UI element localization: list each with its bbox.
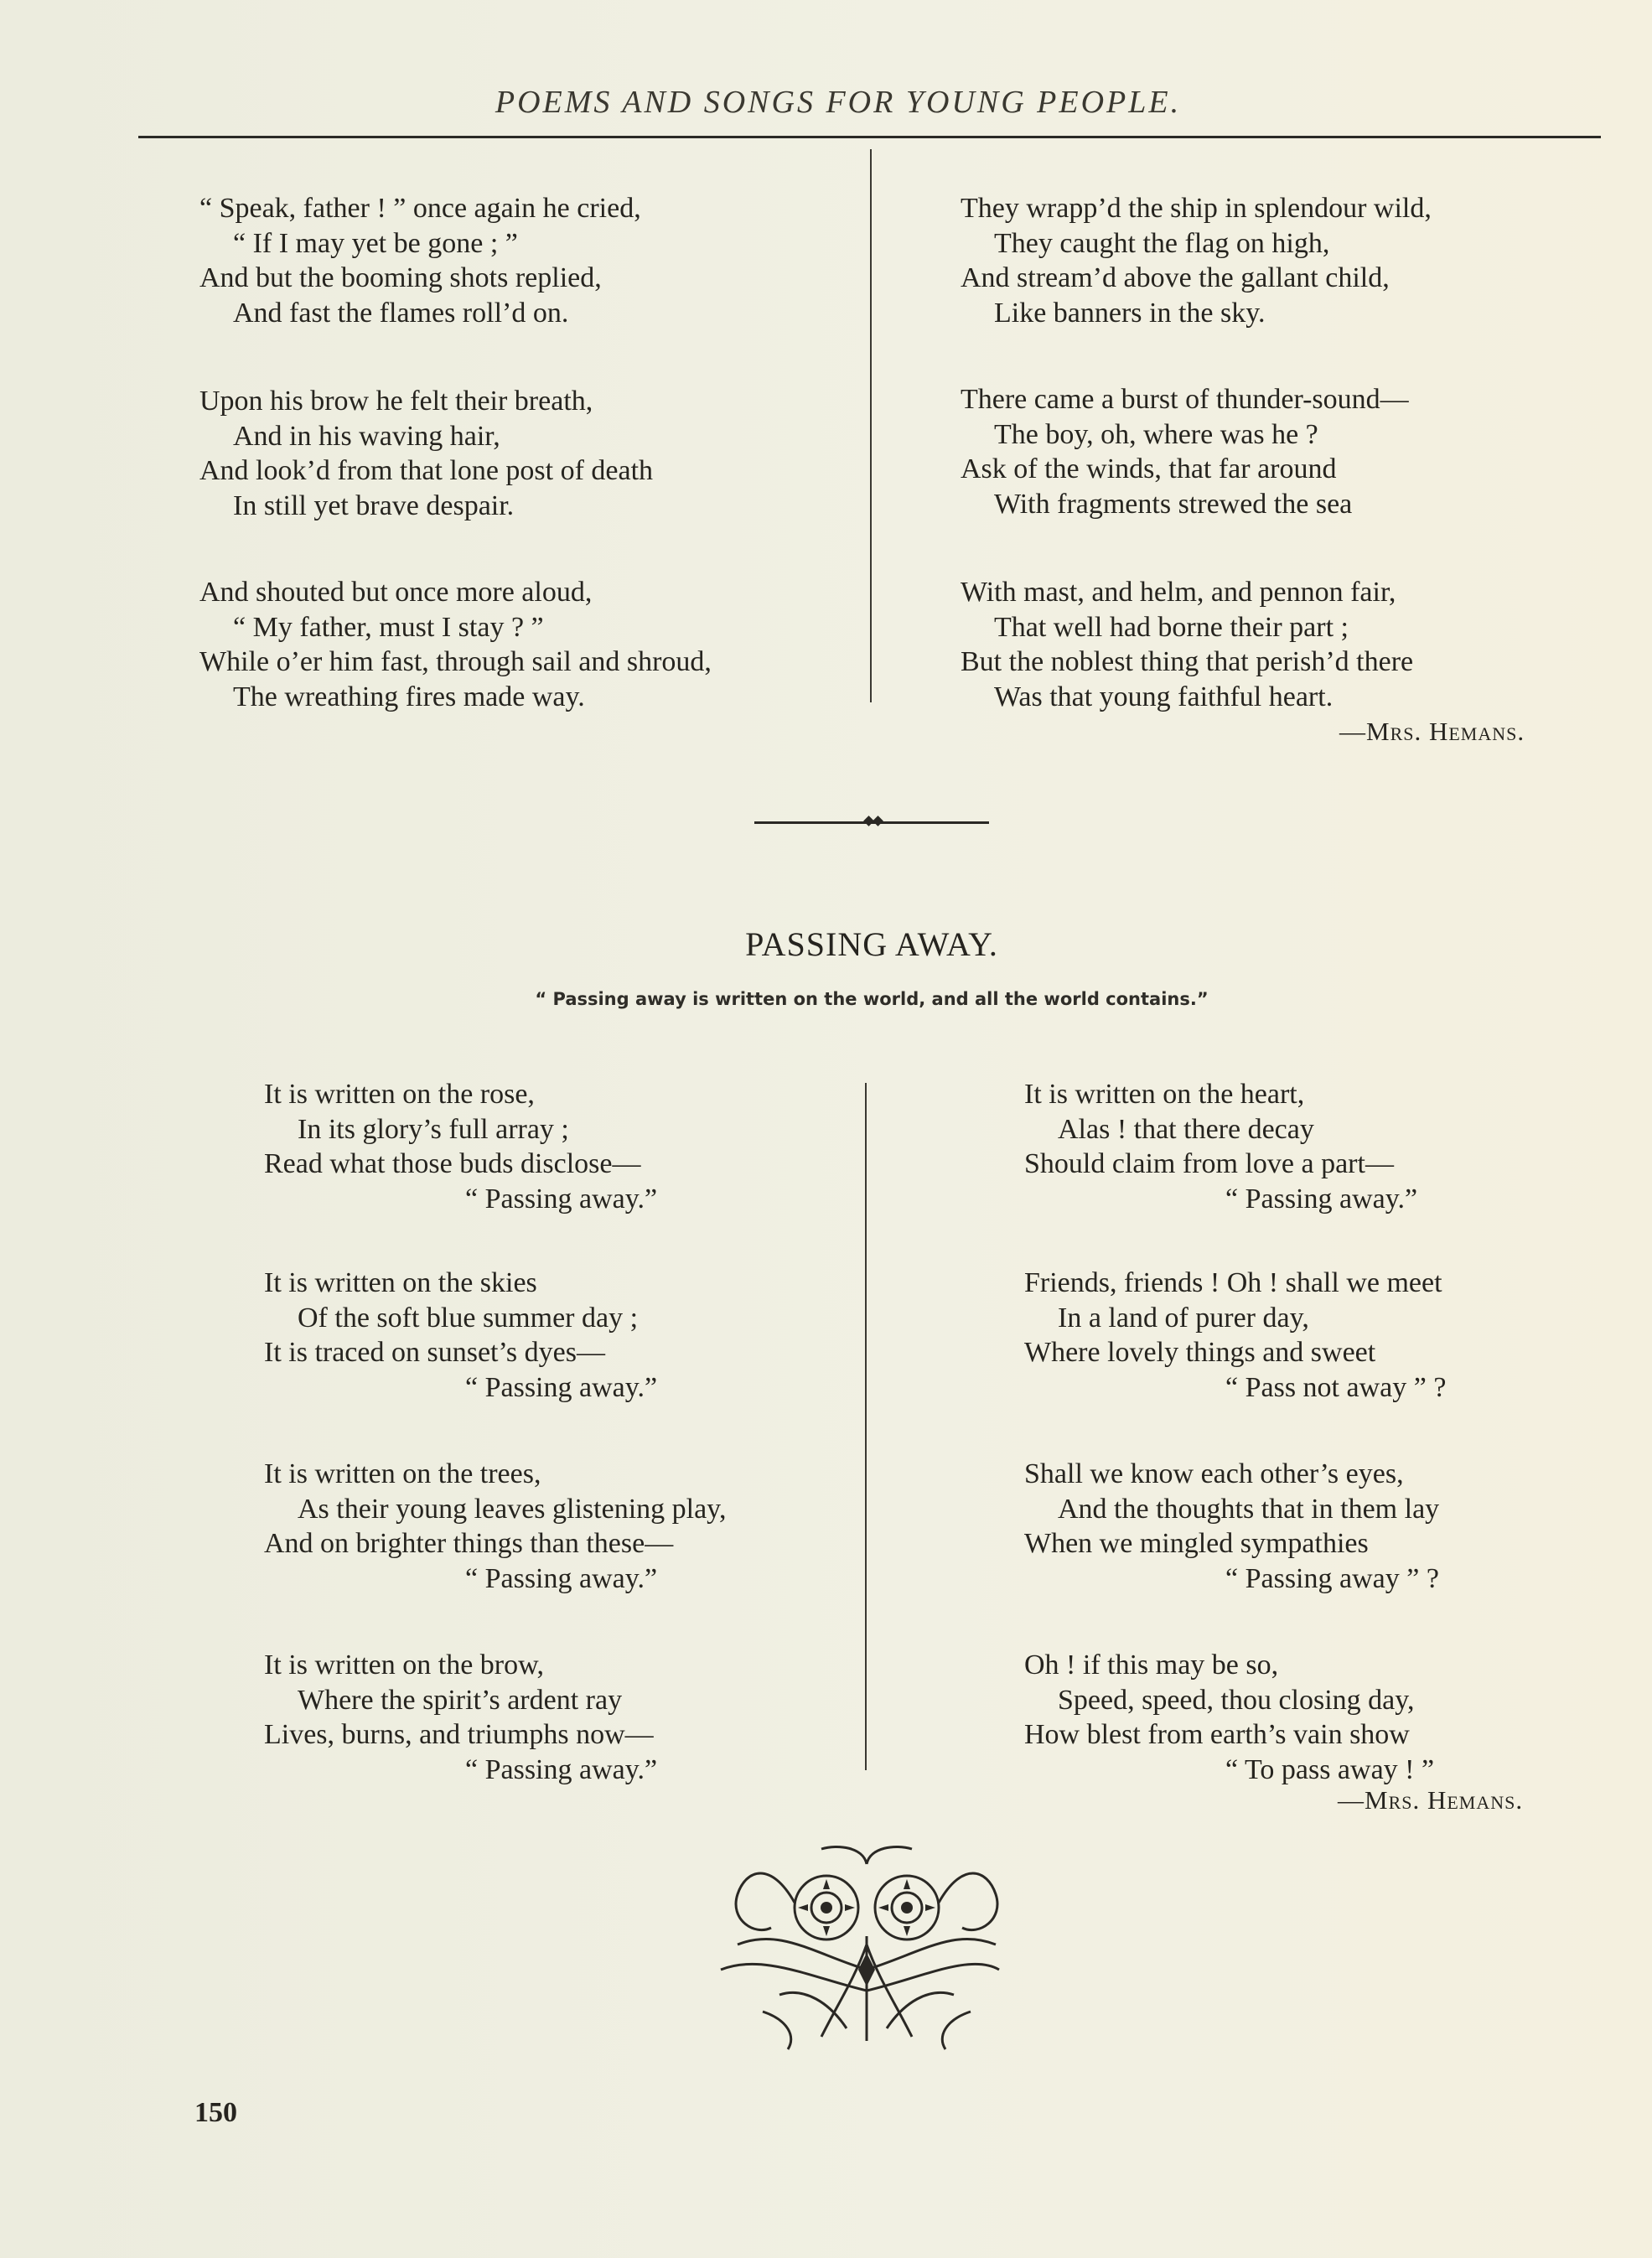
verse-line: It is written on the brow,	[264, 1649, 544, 1681]
column-rule	[870, 149, 872, 702]
epigraph: “ Passing away is written on the world, and all the world contains.”	[535, 989, 1209, 1009]
verse-line: It is traced on sunset’s dyes—	[264, 1337, 605, 1368]
verse-line: And shouted but once more aloud,	[199, 577, 593, 608]
verse-line: Upon his brow he felt their breath,	[199, 386, 593, 417]
verse-line: They wrapp’d the ship in splendour wild,	[961, 193, 1432, 224]
verse-line: And the thoughts that in them lay	[1058, 1493, 1440, 1525]
stanza	[264, 1648, 657, 1787]
verse-line: It is written on the heart,	[1024, 1079, 1305, 1110]
verse-refrain: “ Passing away.”	[1225, 1183, 1418, 1214]
verse-line: And in his waving hair,	[233, 420, 500, 452]
verse-line: “ Speak, father ! ” once again he cried,	[199, 193, 641, 224]
stanza	[199, 191, 641, 330]
verse-line: And stream’d above the gallant child,	[961, 262, 1390, 293]
verse-line: And look’d from that lone post of death	[199, 455, 654, 486]
verse-line: They caught the flag on high,	[994, 227, 1330, 259]
stanza	[961, 575, 1413, 714]
stanza	[961, 382, 1409, 521]
verse-line: Shall we know each other’s eyes,	[1024, 1458, 1404, 1489]
stanza	[1024, 1457, 1439, 1596]
verse-line: Of the soft blue summer day ;	[298, 1302, 639, 1334]
verse-line: The boy, oh, where was he ?	[994, 418, 1318, 450]
verse-line: But the noblest thing that perish’d there	[961, 646, 1414, 677]
verse-line: That well had borne their part ;	[994, 611, 1349, 643]
floral-ornament-icon	[712, 1844, 1007, 2053]
verse-line: Read what those buds disclose—	[264, 1148, 641, 1179]
verse-line: Where lovely things and sweet	[1024, 1337, 1376, 1368]
verse-line: Lives, burns, and triumphs now—	[264, 1719, 654, 1750]
verse-refrain: “ Passing away ” ?	[1225, 1562, 1439, 1594]
stanza	[264, 1077, 657, 1216]
verse-line: “ My father, must I stay ? ”	[233, 611, 544, 643]
stanza	[1024, 1648, 1434, 1787]
stanza	[264, 1457, 726, 1596]
verse-line: With mast, and helm, and pennon fair,	[961, 577, 1396, 608]
verse-line: Ask of the winds, that far around	[961, 453, 1337, 484]
verse-line: Speed, speed, thou closing day,	[1058, 1684, 1415, 1716]
stanza	[1024, 1077, 1417, 1216]
verse-refrain: “ Pass not away ” ?	[1225, 1371, 1447, 1403]
column-rule	[865, 1083, 867, 1770]
stanza	[264, 1266, 657, 1405]
page-number: 150	[194, 2097, 237, 2128]
verse-refrain: “ Passing away.”	[465, 1371, 658, 1403]
verse-line: And fast the flames roll’d on.	[233, 297, 569, 329]
verse-line: The wreathing fires made way.	[233, 681, 585, 712]
stanza	[1024, 1266, 1446, 1405]
attribution: —Mrs. Hemans.	[1338, 1785, 1524, 1815]
verse-line: As their young leaves glistening play,	[298, 1493, 727, 1525]
verse-line: Was that young faithful heart.	[994, 681, 1334, 712]
attribution: —Mrs. Hemans.	[1339, 717, 1525, 746]
verse-line: It is written on the skies	[264, 1267, 537, 1298]
verse-refrain: “ Passing away.”	[465, 1753, 658, 1785]
verse-line: There came a burst of thunder-sound—	[961, 384, 1409, 415]
stanza	[199, 575, 712, 714]
verse-line: Alas ! that there decay	[1058, 1113, 1314, 1145]
verse-line: “ If I may yet be gone ; ”	[233, 227, 518, 259]
verse-line: In still yet brave despair.	[233, 489, 515, 521]
verse-line: Friends, friends ! Oh ! shall we meet	[1024, 1267, 1442, 1298]
verse-refrain: “ Passing away.”	[465, 1562, 658, 1594]
verse-line: Oh ! if this may be so,	[1024, 1649, 1279, 1681]
verse-line: When we mingled sympathies	[1024, 1528, 1369, 1559]
verse-line: Like banners in the sky.	[994, 297, 1266, 329]
verse-line: And but the booming shots replied,	[199, 262, 602, 293]
verse-line: It is written on the trees,	[264, 1458, 541, 1489]
verse-refrain: “ Passing away.”	[465, 1183, 658, 1214]
verse-line: How blest from earth’s vain show	[1024, 1719, 1410, 1750]
verse-line: In a land of purer day,	[1058, 1302, 1309, 1334]
running-head: POEMS AND SONGS FOR YOUNG PEOPLE.	[495, 85, 1182, 120]
verse-line: And on brighter things than these—	[264, 1528, 674, 1559]
verse-line: It is written on the rose,	[264, 1079, 535, 1110]
stanza	[961, 191, 1432, 330]
verse-line: While o’er him fast, through sail and shroud,	[199, 646, 712, 677]
stanza	[199, 384, 653, 523]
ornamental-divider	[754, 821, 989, 824]
poem-title: PASSING AWAY.	[745, 925, 998, 963]
verse-refrain: “ To pass away ! ”	[1225, 1753, 1435, 1785]
verse-line: In its glory’s full array ;	[298, 1113, 569, 1145]
header-rule	[138, 136, 1601, 138]
verse-line: Where the spirit’s ardent ray	[298, 1684, 623, 1716]
verse-line: With fragments strewed the sea	[994, 488, 1353, 520]
verse-line: Should claim from love a part—	[1024, 1148, 1394, 1179]
